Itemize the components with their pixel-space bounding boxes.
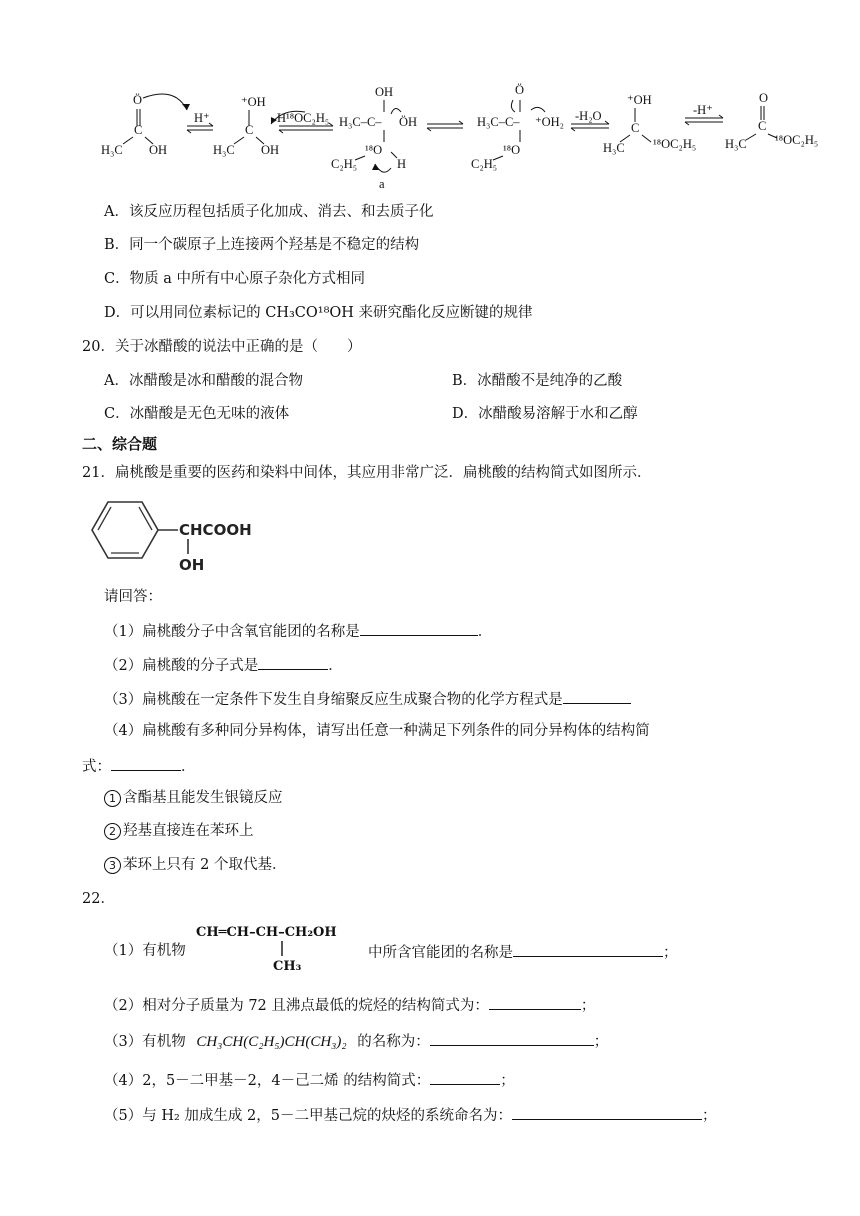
svg-text:OH: OH (375, 85, 394, 99)
svg-text:⁺OH: ⁺OH (627, 93, 652, 107)
minus-water-label: -H₂O (575, 109, 602, 123)
answer-blank (512, 1104, 702, 1120)
answer-blank (563, 688, 631, 704)
q20-option-d: D．冰醋酸易溶解于水和乙醇 (452, 406, 638, 422)
q19-option-b: B．同一个碳原子上连接两个羟基是不稳定的结构 (104, 237, 420, 253)
answer-blank (513, 941, 663, 957)
q20-stem: 20．关于冰醋酸的说法中正确的是（ ） (82, 339, 362, 355)
svg-text:C: C (134, 123, 143, 137)
section-heading: 二、综合题 (82, 435, 158, 453)
q21-prompt: 请回答： (104, 589, 162, 605)
ethanol-reagent: H¹⁸OC₂H₅ (277, 111, 330, 125)
q21-part1: （1）扁桃酸分子中含氧官能团的名称是 ． (104, 620, 492, 642)
svg-text:C: C (631, 121, 640, 135)
q21-part2: （2）扁桃酸的分子式是 ． (104, 654, 343, 676)
hydroxyl-label: OH (179, 556, 205, 574)
svg-text:C: C (245, 123, 254, 137)
label-a: a (379, 177, 385, 191)
q22-structure (196, 918, 366, 974)
svg-text:H₃C: H₃C (101, 143, 123, 157)
q22-part1-label: （1）有机物 (104, 943, 186, 959)
q20-option-c: C．冰醋酸是无色无味的液体 (104, 406, 290, 422)
condition-2: 2 羟基直接连在苯环上 (104, 821, 254, 841)
minus-proton-label: -H⁺ (693, 103, 713, 117)
q19-option-a: A．该反应历程包括质子化加成、消去、和去质子化 (104, 204, 434, 220)
q22-number: 22． (82, 891, 115, 907)
svg-text:CH₃: CH₃ (273, 959, 302, 974)
q21-part4-line2: 式： ． (82, 755, 196, 777)
svg-text:C₂H₅: C₂H₅ (471, 157, 498, 171)
svg-text:¹⁸O: ¹⁸O (503, 143, 521, 157)
q21-part4-line1: （4）扁桃酸有多种同分异构体，请写出任意一种满足下列条件的同分异构体的结构简 (104, 723, 650, 739)
answer-blank (111, 755, 181, 771)
q21-stem: 21．扁桃酸是重要的医药和染料中间体，其应用非常广泛．扁桃酸的结构简式如图所示． (82, 465, 652, 481)
q22-part1-text: 中所含官能团的名称是 ； (368, 941, 678, 963)
q21-part3: （3）扁桃酸在一定条件下发生自身缩聚反应生成聚合物的化学方程式是 (104, 688, 631, 710)
carbonyl-oxygen: Ö (133, 93, 143, 107)
reaction-scheme (95, 82, 840, 194)
q22-part4: （4）2，5－二甲基－2，4－己二烯 的结构简式： ； (104, 1069, 515, 1091)
svg-text:¹⁸OC₂H₅: ¹⁸OC₂H₅ (653, 137, 697, 151)
svg-text:H: H (397, 157, 407, 171)
q20-option-a: A．冰醋酸是冰和醋酸的混合物 (104, 373, 303, 389)
answer-blank (430, 1069, 500, 1085)
q22-part2: （2）相对分子质量为 72 且沸点最低的烷烃的结构简式为： ； (104, 994, 595, 1016)
side-chain-label: CHCOOH (179, 521, 252, 539)
svg-text:O: O (759, 91, 769, 105)
svg-text:CH═CH–CH–CH₂OH: CH═CH–CH–CH₂OH (196, 925, 337, 940)
answer-blank (430, 1030, 594, 1046)
q19-option-c: C．物质 a 中所有中心原子杂化方式相同 (104, 271, 365, 287)
svg-text:Ö: Ö (515, 83, 525, 97)
svg-text:H₃C: H₃C (603, 141, 625, 155)
svg-text:H₃C: H₃C (725, 137, 747, 151)
answer-blank (258, 654, 328, 670)
answer-blank (360, 620, 478, 636)
svg-text:⁺OH₂: ⁺OH₂ (535, 115, 565, 129)
condition-3: 3 苯环上只有 2 个取代基． (104, 855, 286, 875)
q20-option-b: B．冰醋酸不是纯净的乙酸 (452, 373, 623, 389)
condition-1: 1 含酯基且能发生银镜反应 (104, 788, 283, 808)
q22-part3: （3）有机物 CH₃CH(C₂H₅)CH(CH₃)₂ 的名称为： ； (104, 1030, 608, 1052)
svg-text:OH: OH (149, 143, 168, 157)
svg-text:¹⁸O: ¹⁸O (365, 143, 383, 157)
svg-text:⁺OH: ⁺OH (241, 95, 266, 109)
q19-option-d: D．可以用同位素标记的 CH₃CO¹⁸OH 来研究酯化反应断键的规律 (104, 305, 533, 321)
svg-text:¹⁸OC₂H₅: ¹⁸OC₂H₅ (775, 133, 819, 147)
svg-text:H₃C–C–: H₃C–C– (339, 115, 382, 129)
svg-text:C: C (758, 119, 767, 133)
compound-formula: CH₃CH(C₂H₅)CH(CH₃)₂ (196, 1034, 347, 1050)
svg-text:H₃C–C–: H₃C–C– (477, 115, 520, 129)
svg-text:C₂H₅: C₂H₅ (331, 157, 358, 171)
svg-text:H₃C: H₃C (213, 143, 235, 157)
h-plus-label: H⁺ (194, 111, 210, 125)
answer-blank (489, 994, 581, 1010)
svg-text:OH: OH (261, 143, 280, 157)
q22-part5: （5）与 H₂ 加成生成 2，5－二甲基己烷的炔烃的系统命名为： ； (104, 1104, 716, 1126)
mandelic-acid-structure (84, 494, 274, 576)
svg-text:ÖH: ÖH (399, 115, 418, 129)
